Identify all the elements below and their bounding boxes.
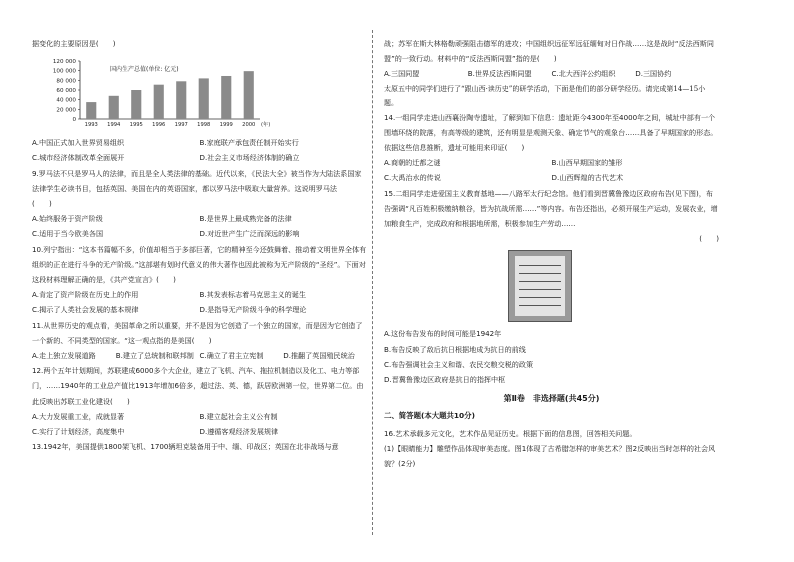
q13-option-b[interactable]: B.世界反法西斯同盟 (467, 69, 532, 79)
bar (86, 102, 96, 119)
q11-option-d[interactable]: D.推翻了英国殖民统治 (283, 351, 355, 361)
x-tick-label: 1998 (197, 122, 211, 129)
proclamation-text-line (519, 273, 561, 274)
y-tick-label: 120 000 (52, 59, 76, 66)
right-column (384, 36, 719, 471)
y-tick-label: 0 (72, 117, 76, 124)
q13-option-a[interactable]: A.三国同盟 (384, 69, 420, 79)
bar (109, 96, 119, 119)
q9-option-a[interactable]: A.始终服务于资产阶级 (32, 214, 103, 224)
y-tick-label: 60 000 (56, 88, 76, 95)
study-trip-note: 太原五中的同学们进行了“跟山西·读历史”的研学活动，下面是他们的部分研学经历。请完成第14—15小题。 (384, 84, 706, 107)
question-13-options (384, 66, 719, 81)
q9-option-b[interactable]: B.是世界上最成熟完备的法律 (199, 214, 292, 224)
q15-option-c[interactable]: C.布告强调社会主义和谐、农民交粮交税的政策 (384, 359, 534, 369)
bar (221, 76, 231, 119)
bar (154, 85, 164, 119)
question-15-paren: ( ) (699, 234, 719, 244)
q8-option-a[interactable]: A.中国正式加入世界贸易组织 (32, 138, 125, 148)
x-tick-label: 1999 (219, 122, 233, 129)
x-tick-label: 1995 (129, 122, 143, 129)
q10-option-d[interactable]: D.是指导无产阶级斗争的科学理论 (199, 305, 307, 315)
question-11-text: 11.从世界历史的观点看，美国革命之所以重要，并不是因为它创造了一个独立的国家，而是因为它创造了一个新的、不同类型的国家。“这一观点指的是美国( ) (32, 320, 363, 345)
question-10-text: 10.列宁指出：“这本书篇幅不多，价值却相当于多部巨著，它的精神至今还鼓舞着、推动着文明世界全体有组织的正在进行斗争的无产阶级。”这部堪有划时代意义的伟大著作也因此被称为无产阶级的“圣经”。下面对这段材料理解正确的是，《共产党宣言》( ) (32, 244, 367, 285)
question-9-text: 9.罗马法不只是罗马人的法律，而且是全人类法律的基础。近代以来，《民法大全》被当作为大陆法系国家法律学生必读书目，包括英国、美国在内的英语国家，都以罗马法中吸取大量营养。这说明罗马法 (32, 168, 362, 193)
q11-option-a[interactable]: A.走上独立发展道路 (32, 351, 96, 361)
question-10-options (32, 287, 367, 317)
q12-option-d[interactable]: D.遵循客观经济发展规律 (199, 427, 279, 437)
q11-option-b[interactable]: B.建立了总统制和联邦制 (115, 351, 194, 361)
question-14-options (384, 155, 719, 185)
q9-option-d[interactable]: D.对近世产生广泛而深远的影响 (199, 229, 300, 239)
q14-option-a[interactable]: A.商朝的迁都之谜 (384, 158, 441, 168)
q10-option-c[interactable]: C.揭示了人类社会发展的基本规律 (32, 305, 139, 315)
question-16-text: 16.艺术承载多元文化，艺术作品见证历史。根据下面的信息图，回答相关问题。 (384, 428, 637, 438)
x-tick-label: 1993 (84, 122, 98, 129)
y-tick-label: 80 000 (56, 78, 76, 85)
y-tick-label: 100 000 (52, 68, 76, 75)
q8-option-d[interactable]: D.社会主义市场经济体制的确立 (199, 153, 300, 163)
x-tick-label: 1997 (174, 122, 188, 129)
q14-option-d[interactable]: D.山西辉煌的古代艺术 (551, 173, 624, 183)
question-15-text: 15.二组同学走进爱国主义教育基地——八路军太行纪念馆。他们看到晋冀鲁豫边区政府布告(见下图)，布告强调“凡百姓积极缴纳粮谷，皆为抗战所需……”等内容。布告还指出，必须开展生产运动，发展农业，增加粮食生产，完成政府和根据地所需，积极参加生产劳动…… (384, 188, 718, 229)
q9-option-c[interactable]: C.适用于当今欧美各国 (32, 229, 104, 239)
x-tick-label: 2000 (242, 122, 256, 129)
question-13-text: 13.1942年，美国提供1800架飞机、1700辆坦克装备用于中、缅、印战区；英国在北非战场与意 (32, 442, 339, 452)
q12-option-a[interactable]: A.大力发展重工业，成就显著 (32, 411, 125, 421)
chart-title: 国内生产总值(单位: 亿元) (110, 66, 179, 74)
bar (199, 79, 209, 120)
question-16-part-1: (1)【眼睛能力】雕塑作品体现审美态度。图1体现了古希腊怎样的审美艺术？图2反映出当时怎样的社会风貌？(2分) (384, 443, 716, 469)
gdp-chart (32, 53, 272, 131)
question-9-paren: ( ) (32, 199, 52, 209)
x-unit-label: (年) (261, 122, 271, 129)
q15-option-a[interactable]: A.这份布告发布的时间可能是1942年 (384, 329, 502, 339)
proclamation-text-line (519, 289, 561, 290)
section-2-subtitle: 二、简答题(本大题共10分) (384, 411, 475, 421)
q13-option-d[interactable]: D.三国协约 (635, 69, 672, 79)
y-tick-label: 20 000 (56, 107, 76, 114)
question-11-options (32, 348, 367, 363)
q15-option-b[interactable]: B.布告反映了敌后抗日根据地成为抗日的前线 (384, 344, 526, 354)
q15-option-d[interactable]: D.晋冀鲁豫边区政府是抗日的指挥中枢 (384, 375, 506, 385)
question-15-options (384, 326, 719, 387)
question-9-options (32, 211, 367, 241)
section-2-title: 第Ⅱ卷 非选择题(共45分) (503, 394, 600, 404)
bar (131, 90, 141, 119)
q8-option-b[interactable]: B.家庭联产承包责任制开始实行 (199, 138, 299, 148)
question-12-text: 12.两个五年计划期间，苏联建成6000多个大企业，建立了飞机、汽车、拖拉机制造以及化工、电力等部门，……1940年的工业总产值比1913年增加6倍多，超过法、英、德，跃居欧洲第一位，世界第二位。由此反映出苏联工业化建设( ) (32, 366, 364, 406)
proclamation-text-line (519, 297, 561, 298)
gdp-chart-svg (32, 53, 272, 131)
proclamation-image (508, 250, 572, 322)
proclamation-text-line (519, 281, 561, 282)
column-divider (372, 30, 373, 535)
question-8-options (32, 135, 367, 165)
question-8-tail: 据变化的主要原因是( ) (32, 39, 116, 48)
q12-option-b[interactable]: B.建立起社会主义公有制 (199, 411, 278, 421)
q14-option-b[interactable]: B.山西早期国家的雏形 (551, 158, 623, 168)
q8-option-c[interactable]: C.城市经济体制改革全面展开 (32, 153, 125, 163)
proclamation-text-line (519, 265, 561, 266)
question-13-continued: 战；苏军在斯大林格勒顽强阻击德军的进攻；中国组织远征军远征缅甸对日作战……这是战时“反法西斯同盟”的一致行动。材料中的“反法西斯同盟”指的是( ) (384, 39, 714, 64)
left-column (32, 36, 367, 454)
question-12-options (32, 409, 367, 439)
bar (244, 71, 254, 119)
proclamation-text-line (519, 305, 561, 306)
x-tick-label: 1996 (152, 122, 166, 129)
question-14-text: 14.一组同学走进山西襄汾陶寺遗址，了解到如下信息：遗址距今4300年至4000年之间，城址中部有一个围墙环绕的院落，有高等级的建筑，还有明显是观测天象、确定节气的观象台……具备了早期国家的形态。依据这些信息推断，遗址可能用来印证( ) (384, 112, 718, 153)
q10-option-b[interactable]: B.其发表标志着马克思主义的诞生 (199, 290, 306, 300)
x-tick-label: 1994 (107, 122, 121, 129)
q12-option-c[interactable]: C.实行了计划经济，高度集中 (32, 427, 125, 437)
q14-option-c[interactable]: C.大禹治水的传说 (384, 173, 441, 183)
bar (176, 82, 186, 120)
q13-option-c[interactable]: C.北大西洋公约组织 (551, 69, 616, 79)
y-tick-label: 40 000 (56, 97, 76, 104)
q11-option-c[interactable]: C.确立了君主立宪制 (199, 351, 264, 361)
q10-option-a[interactable]: A.肯定了资产阶级在历史上的作用 (32, 290, 139, 300)
